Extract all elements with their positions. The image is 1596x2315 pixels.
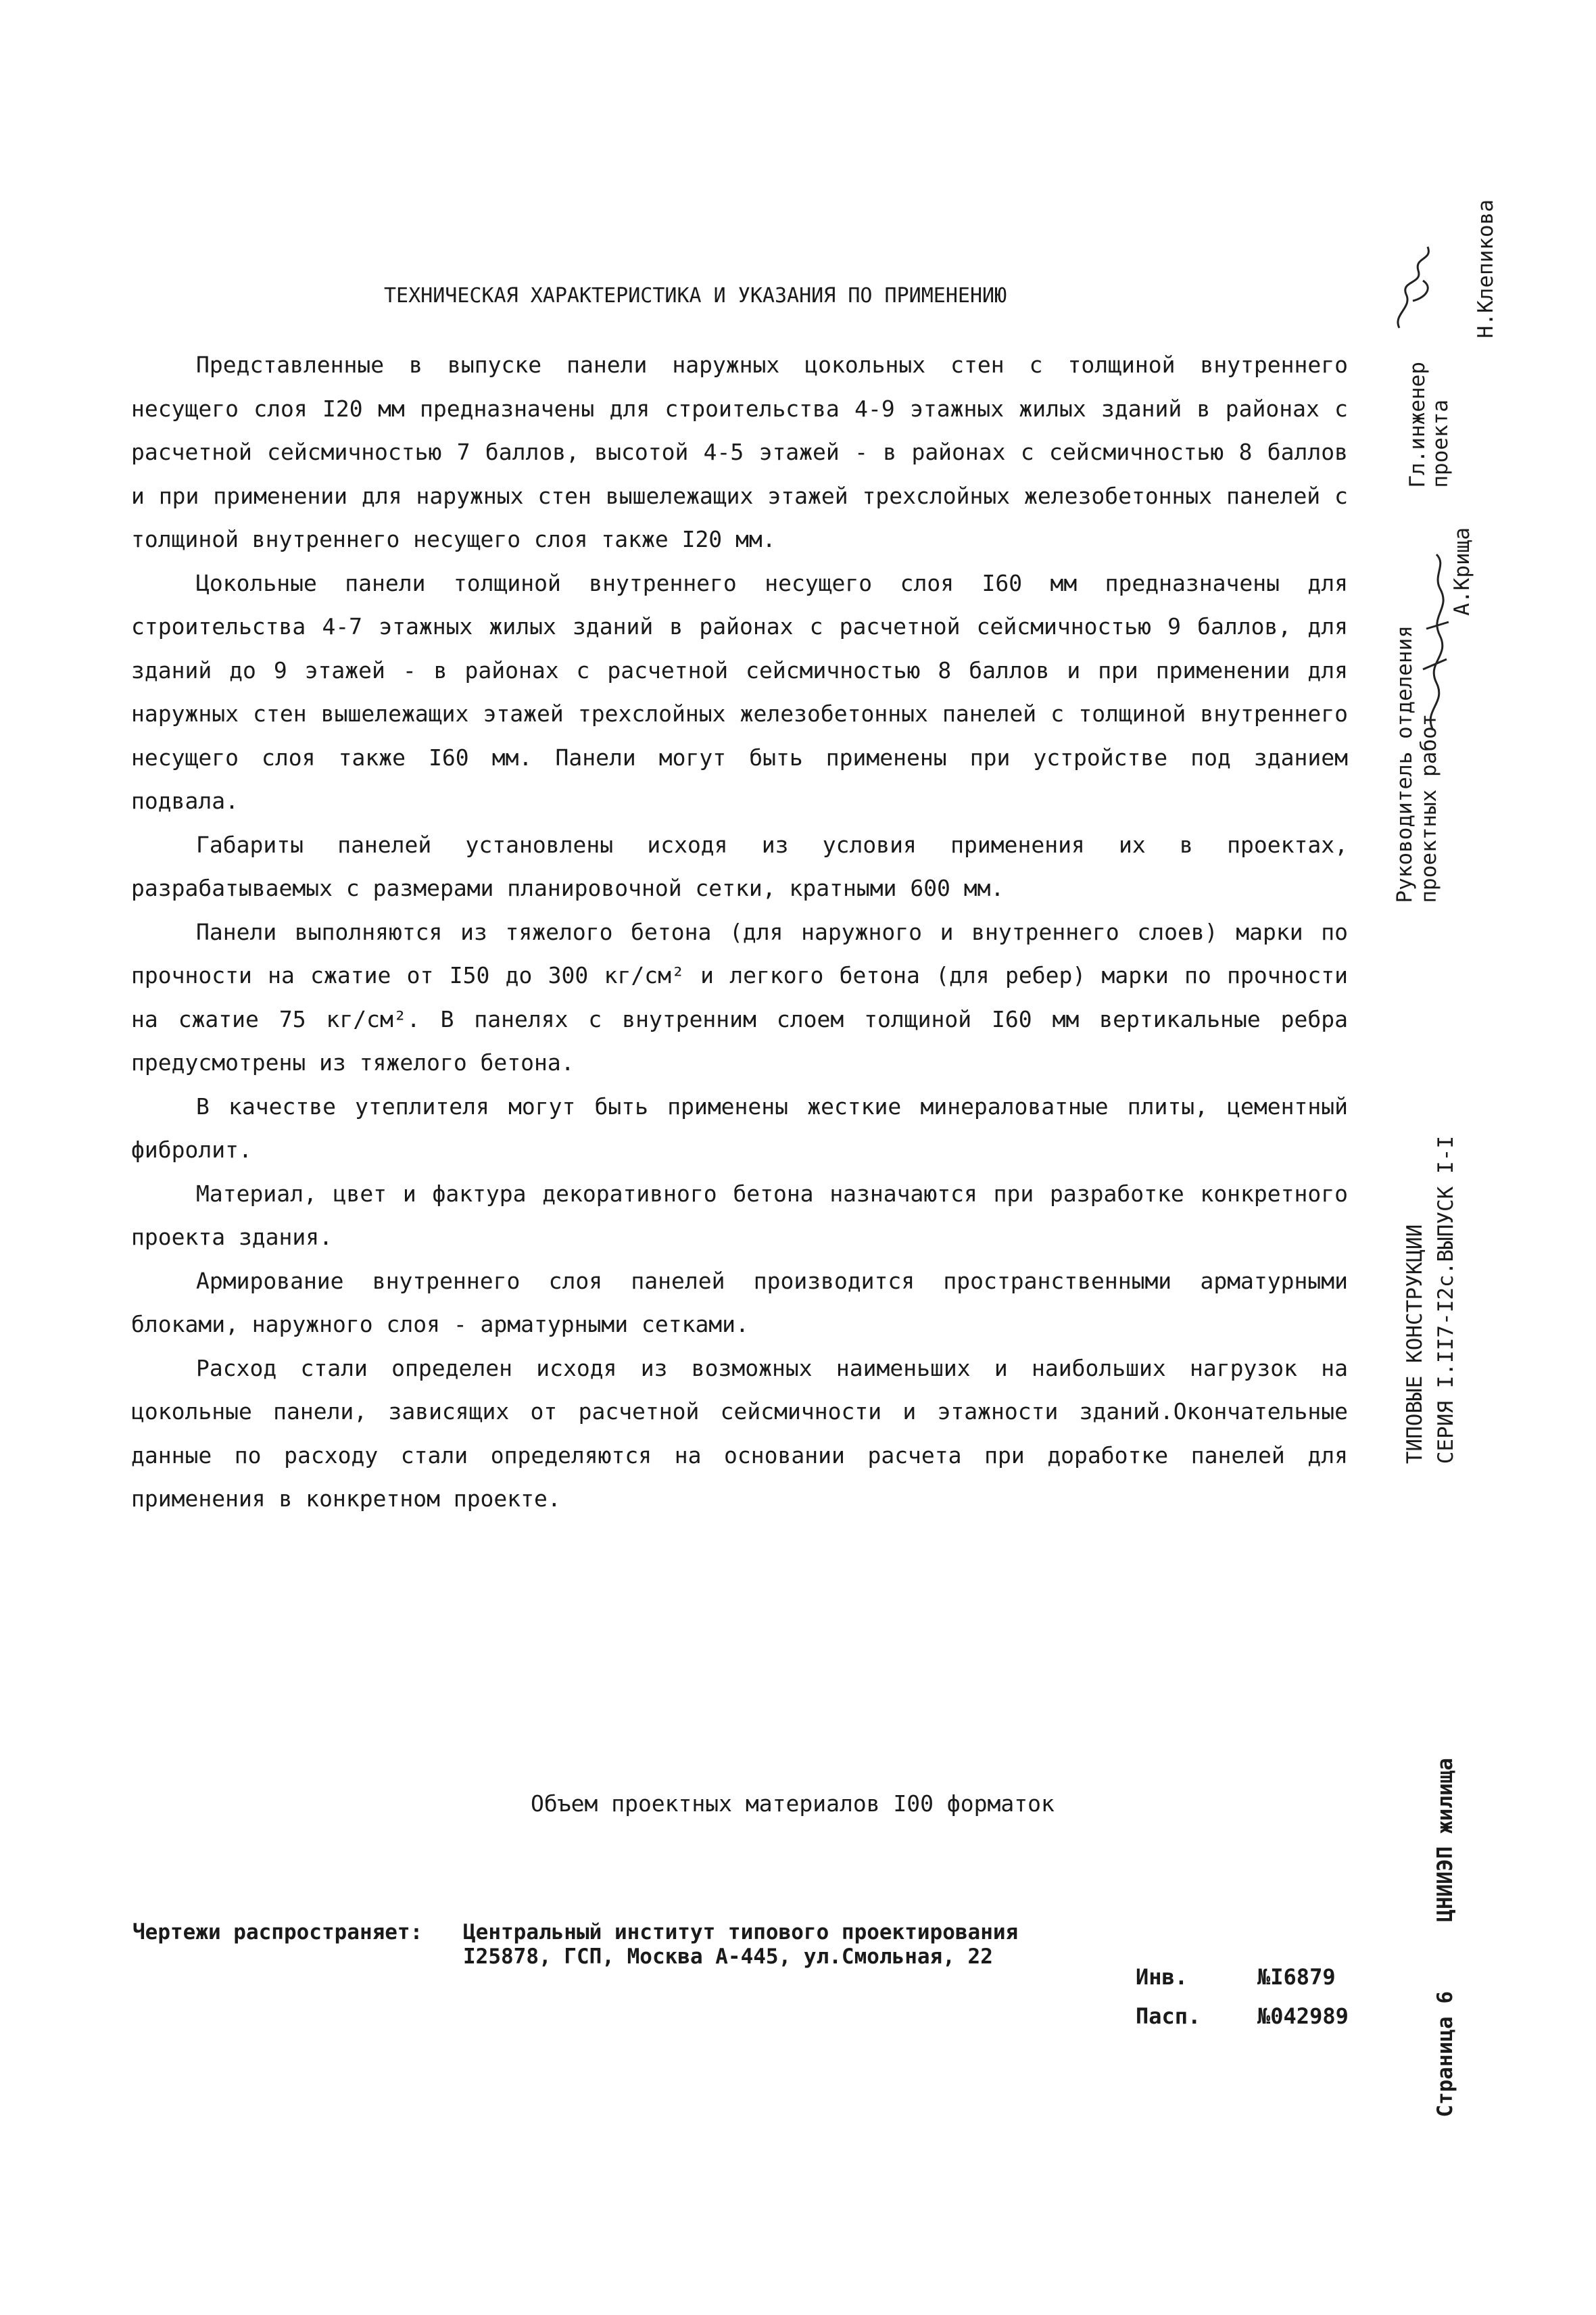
distributor-line: I25878, ГСП, Москва А-445, ул.Смольная, 22 [463,1944,993,1969]
role-line: проекта [1428,399,1453,488]
institute-name: ЦНИИЭП жилища [1433,1758,1457,1922]
pass-label: Пасп. [1136,2003,1201,2029]
paragraph: Армирование внутреннего слоя панелей производится пространственными арматурными блоками, наружного слоя - арматурными сетками. [131,1267,1348,1337]
document-title: ТЕХНИЧЕСКАЯ ХАРАКТЕРИСТИКА И УКАЗАНИЯ ПО ПРИМЕНЕНИЮ [384,284,1007,308]
series-line: СЕРИЯ I.II7-I2с.ВЫПУСК I-I [1434,1136,1458,1464]
distributor-line: Центральный институт типового проектирования [463,1920,1019,1944]
series-block [1399,1136,1461,1464]
signature-krischa [1409,548,1457,737]
inv-value: №I6879 [1257,1964,1336,1990]
page-number: Страница 6 [1433,1991,1457,2118]
distributor-address [463,1920,1018,1969]
chief-engineer-role [1406,362,1452,488]
inventory-block [1136,1957,1349,2036]
paragraph: В качестве утеплителя могут быть применены жесткие минераловатные плиты, цементный фибролит. [131,1093,1348,1163]
paragraph: Габариты панелей установлены исходя из условия применения их в проектах, разрабатываемых с размерами планировочной сетки, кратными 600 мм. [131,831,1348,901]
role-line: Руководитель отделения [1393,625,1417,903]
paragraph: Панели выполняются из тяжелого бетона (для наружного и внутреннего слоев) марки по прочности на сжатие от I50 до 300 кг/см² и легкого бетона (для ребер) марки по прочности на сжатие 75 кг/см². В панелях с внутренним слоем толщиной I60 мм вертикальные ребра предусмотрены из тяжелого бетона. [131,918,1348,1076]
inv-label: Инв. [1136,1964,1188,1990]
role-line: проектных работ [1417,713,1441,903]
paragraph: Представленные в выпуске панели наружных цокольных стен с толщиной внутреннего несущего слоя I20 мм предназначены для строительства 4-9 этажных жилых зданий в районах с расчетной сейсмичностью 7 баллов, высотой 4-5 этажей - в районах с сейсмичностью 8 баллов и при применении для наружных стен вышележащих этажей трехслойных железобетонных панелей с толщиной внутреннего несущего слоя также I20 мм. [131,352,1348,552]
paragraph: Цокольные панели толщиной внутреннего несущего слоя I60 мм предназначены для строительства 4-7 этажных жилых зданий в районах с расчетной сейсмичностью 9 баллов, для зданий до 9 этажей - в районах с расчетной сейсмичностью 8 баллов и при применении для наружных стен вышележащих этажей трехслойных железобетонных панелей с толщиной внутреннего несущего слоя также I60 мм. Панели могут быть применены при устройстве под зданием подвала. [131,569,1348,814]
signature-klepikova [1386,233,1447,335]
body-text [131,343,1348,1521]
chief-engineer-name: Н.Клепикова [1474,199,1498,339]
volume-note: Объем проектных материалов I00 форматок [531,1790,1055,1817]
role-line: Гл.инженер [1405,362,1430,488]
paragraph: Материал, цвет и фактура декоративного бетона назначаются при разработке конкретного проекта здания. [131,1180,1348,1250]
distributor-label: Чертежи распространяет: [132,1920,423,1944]
series-line: ТИПОВЫЕ КОНСТРУКЦИИ [1403,1224,1427,1464]
paragraph: Расход стали определен исходя из возможных наименьших и наибольших нагрузок на цокольные панели, зависящих от расчетной сейсмичности и этажности зданий.Окончательные данные по расходу стали определяются на основании расчета при доработке панелей для применения в конкретном проекте. [131,1354,1348,1512]
pass-value: №042989 [1257,2003,1349,2029]
department-head-name: А.Крища [1450,527,1474,616]
